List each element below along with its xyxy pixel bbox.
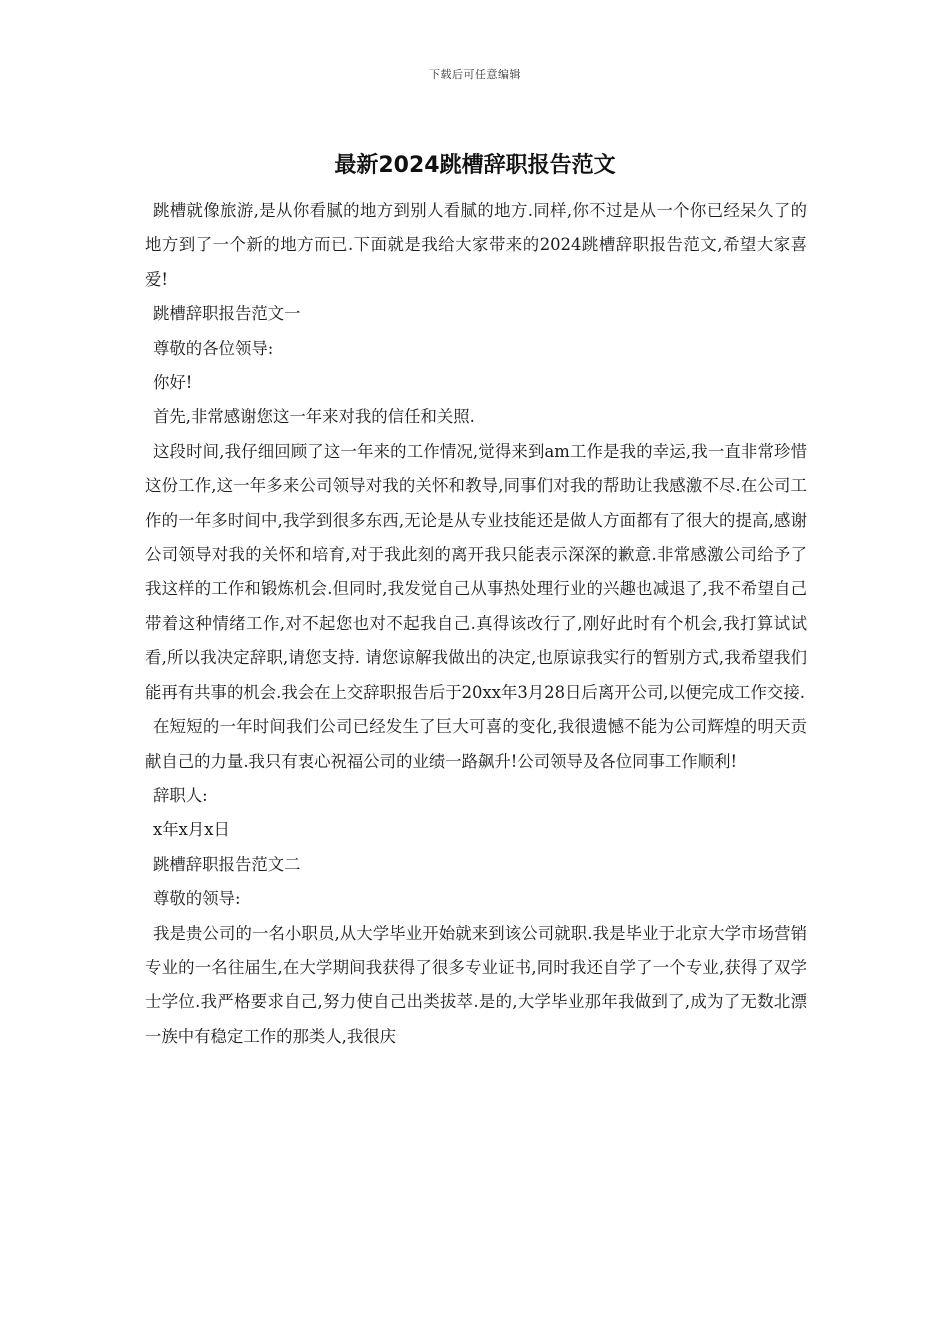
section-heading-2: 跳槽辞职报告范文二 <box>153 854 301 874</box>
document-title: 最新2024跳槽辞职报告范文 <box>334 153 616 178</box>
document-body <box>145 194 807 1054</box>
signature-label: 辞职人: <box>153 785 208 805</box>
paragraph-main-1: 这段时间,我仔细回顾了这一年来的工作情况,觉得来到am工作是我的幸运,我一直非常珍惜这份工作,这一年多来公司领导对我的关怀和教导,同事们对我的帮助让我感激不尽.在公司工作的一年多时间中,我学到很多东西,无论是从专业技能还是做人方面都有了很大的提高,感谢公司领导对我的关怀和培育,对于我此刻的离开我只能表示深深的歉意.非常感激公司给予了我这样的工作和锻炼机会.但同时,我发觉自己从事热处理行业的兴趣也减退了,我不希望自己带着这种情绪工作,对不起您也对不起我自己.真得该改行了,刚好此时有个机会,我打算试试看,所以我决定辞职,请您支持. 请您谅解我做出的决定,也原谅我实行的暂别方式,我希望我们能再有共事的机会.我会在上交辞职报告后于20xx年3月28日后离开公司,以便完成工作交接. <box>145 441 807 702</box>
salutation-2: 尊敬的领导: <box>153 889 241 909</box>
date-line: x年x月x日 <box>153 820 230 840</box>
paragraph-intro: 跳槽就像旅游,是从你看腻的地方到别人看腻的地方.同样,你不过是从一个你已经呆久了的地方到了一个新的地方而已.下面就是我给大家带来的2024跳槽辞职报告范文,希望大家喜爱! <box>145 201 807 289</box>
paragraph-main-2: 我是贵公司的一名小职员,从大学毕业开始就来到该公司就职.我是毕业于北京大学市场营销专业的一名往届生,在大学期间我获得了很多专业证书,同时我还自学了一个专业,获得了双学士学位.我严格要求自己,努力使自己出类拔萃.是的,大学毕业那年我做到了,成为了无数北漂一族中有稳定工作的那类人,我很庆 <box>145 923 807 1046</box>
paragraph-thanks: 首先,非常感谢您这一年来对我的信任和关照. <box>153 407 475 427</box>
header-note: 下载后可任意编辑 <box>429 68 521 81</box>
salutation-1: 尊敬的各位领导: <box>153 338 274 358</box>
greeting: 你好! <box>153 373 193 393</box>
section-heading-1: 跳槽辞职报告范文一 <box>153 304 301 324</box>
paragraph-closing-1: 在短短的一年时间我们公司已经发生了巨大可喜的变化,我很遗憾不能为公司辉煌的明天贡献自己的力量.我只有衷心祝福公司的业绩一路飙升!公司领导及各位同事工作顺利! <box>145 717 807 771</box>
